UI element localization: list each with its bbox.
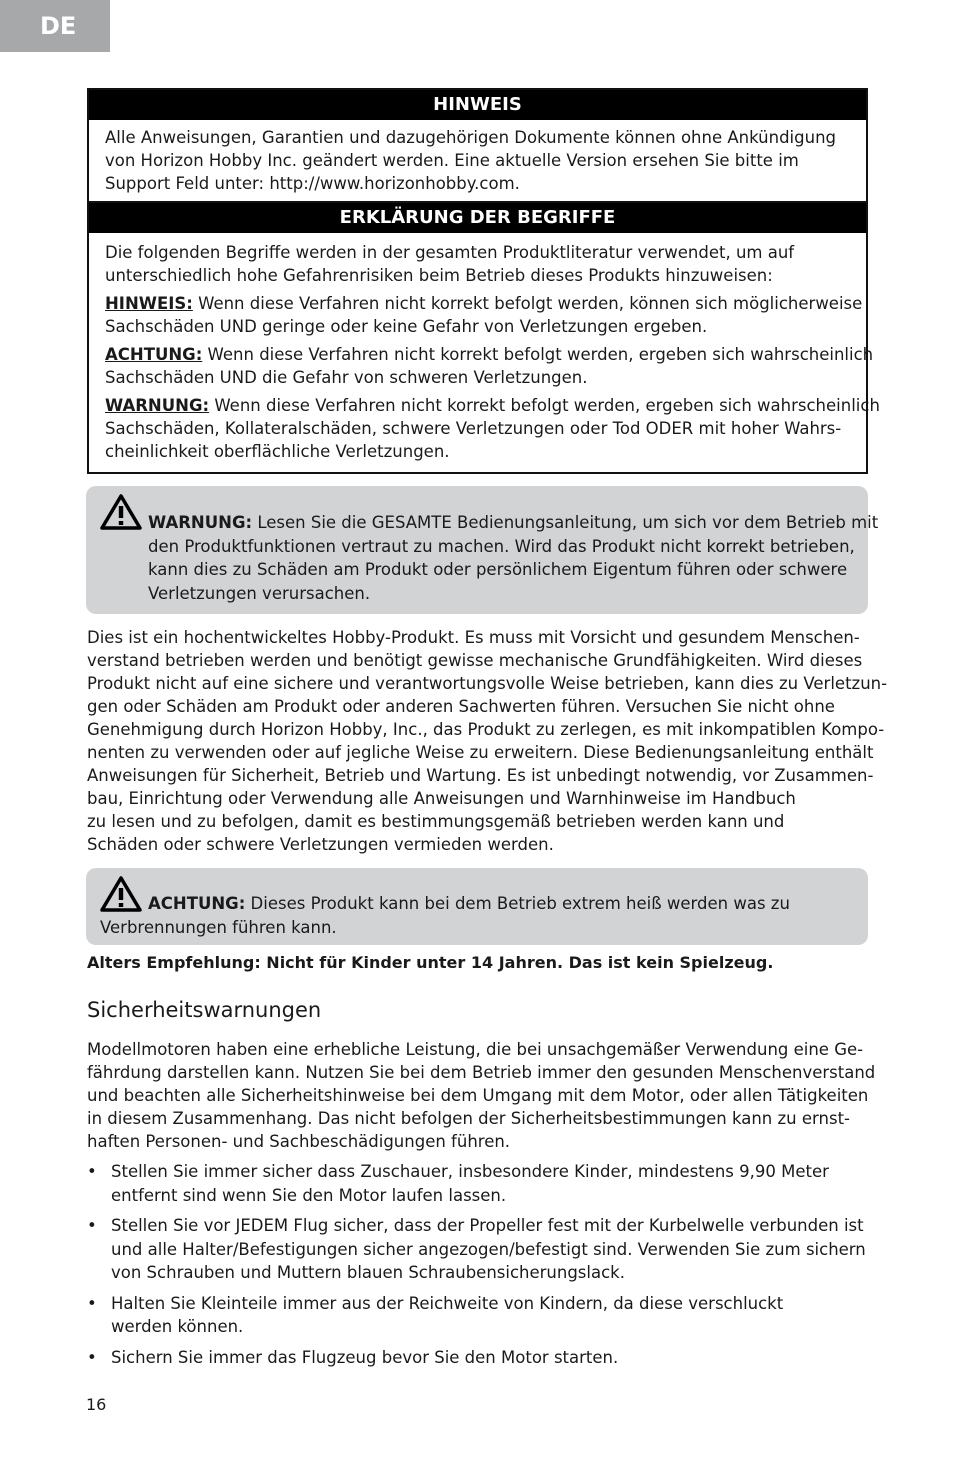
list-item-line: • Halten Sie Kleinteile immer aus der Reichweite von Kindern, da diese verschluckt <box>111 1293 784 1313</box>
paragraph-line: haften Personen- und Sachbeschädigungen führen. <box>87 1132 511 1151</box>
paragraph-line: fährdung darstellen kann. Nutzen Sie bei dem Betrieb immer den gesunden Menschenverstand <box>87 1063 876 1082</box>
paragraph-line: Dies ist ein hochentwickeltes Hobby-Produkt. Es muss mit Vorsicht und gesundem Menschen- <box>87 628 860 647</box>
warning-text: Verletzungen verursachen. <box>148 583 371 603</box>
paragraph-line: gen oder Schäden am Produkt oder anderen Sachwerten führen. Versuchen Sie nicht ohne <box>87 697 835 716</box>
notice-box <box>87 88 868 203</box>
term-label: ACHTUNG: <box>105 345 203 364</box>
terms-box-title: ERKLÄRUNG DER BEGRIFFE <box>89 203 866 233</box>
safety-paragraph <box>87 1038 876 1153</box>
term-text: Wenn diese Verfahren nicht korrekt befolgt werden, können sich möglicherweise <box>192 294 863 313</box>
terms-intro <box>105 241 850 287</box>
list-item-line: von Schrauben und Muttern blauen Schraubensicherungslack. <box>111 1263 625 1282</box>
notice-line: von Horizon Hobby Inc. geändert werden. Eine aktuelle Version ersehen Sie bitte im <box>105 151 799 170</box>
warning-text: kann dies zu Schäden am Produkt oder persönlichem Eigentum führen oder schwere <box>148 560 848 579</box>
age-recommendation: Alters Empfehlung: Nicht für Kinder unter 14 Jahren. Das ist kein Spielzeug. <box>87 953 774 972</box>
list-item-line: • Stellen Sie vor JEDEM Flug sicher, dass der Propeller fest mit der Kurbelwelle verbunden ist <box>111 1216 864 1235</box>
caution-callout <box>86 868 868 945</box>
paragraph-line: bau, Einrichtung oder Verwendung alle Anweisungen und Warnhinweise im Handbuch <box>87 789 796 808</box>
paragraph-line: Anweisungen für Sicherheit, Betrieb und Wartung. Es ist unbedingt notwendig, vor Zusammen- <box>87 766 874 785</box>
paragraph-line: und beachten alle Sicherheitshinweise bei dem Umgang mit dem Motor, oder allen Tätigkeiten <box>87 1086 869 1105</box>
notice-box-body <box>89 120 866 195</box>
paragraph-line: Produkt nicht auf eine sichere und verantwortungsvolle Weise betrieben, kann dies zu Verletzun- <box>87 674 888 693</box>
term-achtung <box>105 343 874 389</box>
paragraph-line: Schäden oder schwere Verletzungen vermieden werden. <box>87 835 554 854</box>
list-item <box>87 1346 868 1370</box>
term-text: Sachschäden, Kollateralschäden, schwere Verletzungen oder Tod ODER mit hoher Wahrs- <box>105 419 842 438</box>
intro-paragraph <box>87 626 888 856</box>
term-text: Sachschäden UND geringe oder keine Gefahr von Verletzungen ergeben. <box>105 317 708 336</box>
paragraph-line: verstand betrieben werden und benötigt gewisse mechanische Grundfähigkeiten. Wird dieses <box>87 651 863 670</box>
caution-text: Dieses Produkt kann bei dem Betrieb extrem heiß werden was zu <box>245 894 790 913</box>
paragraph-line: Genehmigung durch Horizon Hobby, Inc., das Produkt zu zerlegen, es mit inkompatiblen Kompo- <box>87 720 885 739</box>
page-number: 16 <box>86 1395 107 1414</box>
warning-callout <box>86 486 879 614</box>
term-label: HINWEIS: <box>105 294 193 313</box>
notice-box-title: HINWEIS <box>89 90 866 120</box>
terms-intro-line: unterschiedlich hohe Gefahrenrisiken beim Betrieb dieses Produkts hinzuweisen: <box>105 266 773 285</box>
list-item-line: und alle Halter/Befestigungen sicher angezogen/befestigt sind. Verwenden Sie zum sichern <box>111 1239 866 1259</box>
caution-text: Verbrennungen führen kann. <box>100 917 337 937</box>
term-hinweis <box>105 292 863 338</box>
term-warnung <box>105 394 880 463</box>
paragraph-line: zu lesen und zu befolgen, damit es bestimmungsgemäß betrieben werden kann und <box>87 812 785 831</box>
term-text: Sachschäden UND die Gefahr von schweren Verletzungen. <box>105 368 588 387</box>
terms-box-body <box>89 233 880 463</box>
list-item-line: • Stellen Sie immer sicher dass Zuschauer, insbesondere Kinder, mindestens 9,90 Meter <box>111 1162 829 1181</box>
term-text: cheinlichkeit oberflächliche Verletzungen. <box>105 442 450 461</box>
notice-line: Support Feld unter: http://www.horizonhobby.com. <box>105 174 520 193</box>
section-title: Sicherheitswarnungen <box>87 998 322 1022</box>
term-text: Wenn diese Verfahren nicht korrekt befolgt werden, ergeben sich wahrscheinlich <box>202 345 874 364</box>
paragraph-line: Modellmotoren haben eine erhebliche Leistung, die bei unsachgemäßer Verwendung eine Ge- <box>87 1040 864 1059</box>
paragraph-line: in diesem Zusammenhang. Das nicht befolgen der Sicherheitsbestimmungen kann zu ernst- <box>87 1109 850 1128</box>
term-text: Wenn diese Verfahren nicht korrekt befolgt werden, ergeben sich wahrscheinlich <box>209 396 880 415</box>
warning-text: den Produktfunktionen vertraut zu machen. Wird das Produkt nicht korrekt betrieben, <box>148 536 855 556</box>
terms-intro-line: Die folgenden Begriffe werden in der gesamten Produktliteratur verwendet, um auf <box>105 243 795 262</box>
paragraph-line: nenten zu verwenden oder auf jegliche Weise zu erweitern. Diese Bedienungsanleitung enthält <box>87 743 874 762</box>
warning-triangle-icon <box>100 876 142 912</box>
warning-label: WARNUNG: <box>148 513 253 532</box>
safety-bullet-list <box>87 1160 868 1376</box>
warning-triangle-icon <box>100 494 142 530</box>
list-item <box>87 1214 868 1285</box>
notice-line: Alle Anweisungen, Garantien und dazugehörigen Dokumente können ohne Ankündigung <box>105 128 836 147</box>
caution-label: ACHTUNG: <box>148 894 246 913</box>
terms-box <box>87 201 880 474</box>
list-item-line: • Sichern Sie immer das Flugzeug bevor Sie den Motor starten. <box>111 1347 619 1367</box>
list-item-line: werden können. <box>111 1317 244 1336</box>
list-item-line: entfernt sind wenn Sie den Motor laufen lassen. <box>111 1185 507 1205</box>
language-tab: DE <box>0 0 110 52</box>
term-label: WARNUNG: <box>105 396 210 415</box>
list-item <box>87 1160 868 1207</box>
list-item <box>87 1292 868 1339</box>
warning-text: Lesen Sie die GESAMTE Bedienungsanleitung, um sich vor dem Betrieb mit <box>252 513 879 532</box>
